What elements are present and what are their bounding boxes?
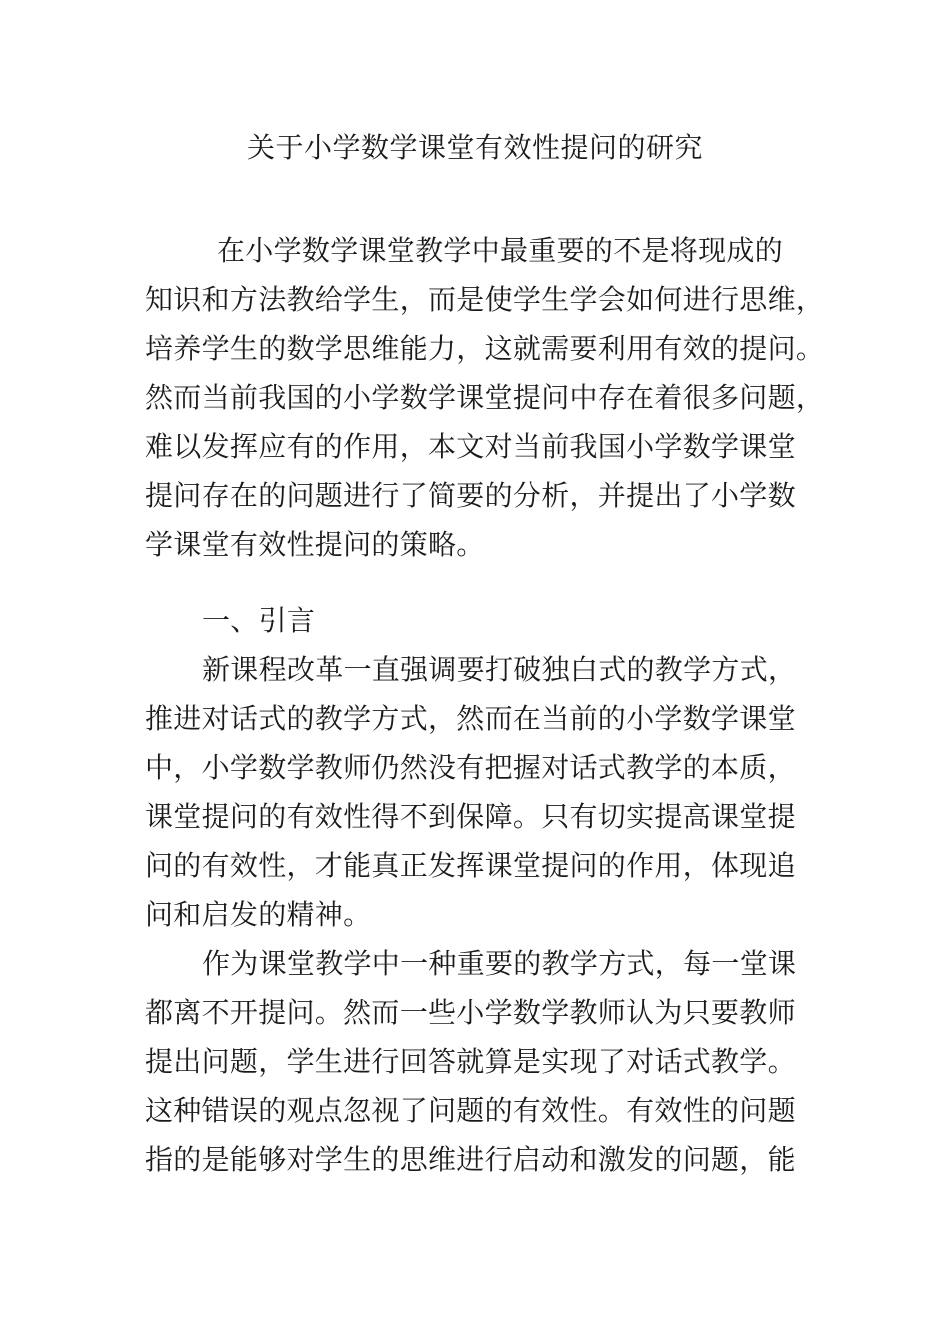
abstract-line: 然而当前我国的小学数学课堂提问中存在着很多问题， <box>145 381 825 414</box>
paragraph-line: 新课程改革一直强调要打破独白式的教学方式， <box>202 653 797 686</box>
paragraph-line: 中，小学数学教师仍然没有把握对话式教学的本质， <box>145 751 796 784</box>
paragraph-2 <box>145 939 815 1184</box>
document-body <box>145 226 825 1184</box>
abstract-line: 提问存在的问题进行了简要的分析，并提出了小学数 <box>145 479 796 512</box>
section-heading: 一、引言 <box>202 604 316 637</box>
abstract <box>145 226 825 569</box>
abstract-line: 在小学数学课堂教学中最重要的不是将现成的 <box>217 234 784 267</box>
paragraph-line: 这种错误的观点忽视了问题的有效性。有效性的问题 <box>145 1094 796 1127</box>
abstract-line: 培养学生的数学思维能力，这就需要利用有效的提问。 <box>145 332 825 365</box>
section-gap <box>145 569 815 596</box>
paragraph-line: 指的是能够对学生的思维进行启动和激发的问题，能 <box>145 1143 796 1176</box>
paragraph-1 <box>145 645 815 939</box>
abstract-line: 学课堂有效性提问的策略。 <box>145 528 485 561</box>
paragraph-line: 问和启发的精神。 <box>145 898 372 931</box>
paragraph-line: 问的有效性，才能真正发挥课堂提问的作用，体现追 <box>145 849 796 882</box>
paragraph-line: 作为课堂教学中一种重要的教学方式，每一堂课 <box>202 947 797 980</box>
paragraph-line: 提出问题，学生进行回答就算是实现了对话式教学。 <box>145 1045 796 1078</box>
abstract-line: 知识和方法教给学生，而是使学生学会如何进行思维， <box>145 283 825 316</box>
paragraph-line: 都离不开提问。然而一些小学数学教师认为只要教师 <box>145 996 796 1029</box>
paragraph-line: 推进对话式的教学方式，然而在当前的小学数学课堂 <box>145 702 796 735</box>
abstract-line: 难以发挥应有的作用，本文对当前我国小学数学课堂 <box>145 430 796 463</box>
paragraph-line: 课堂提问的有效性得不到保障。只有切实提高课堂提 <box>145 800 796 833</box>
document-title: 关于小学数学课堂有效性提问的研究 <box>246 131 703 164</box>
